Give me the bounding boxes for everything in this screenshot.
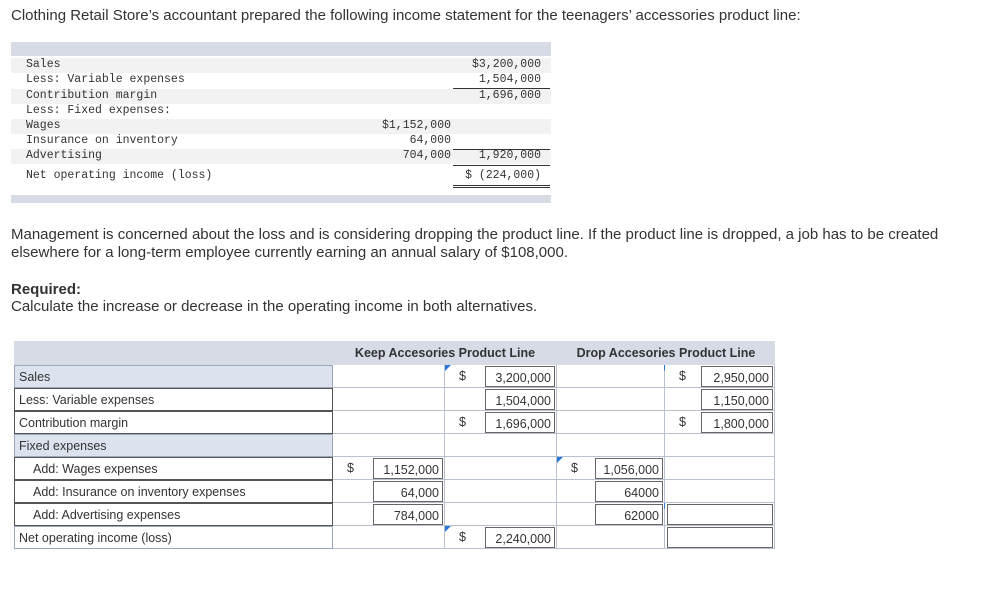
dollar-sign: $ xyxy=(459,415,466,429)
stmt-label-variable: Less: Variable expenses xyxy=(26,73,185,86)
keep-cm-value: 1,696,000 xyxy=(495,417,551,431)
stmt-label-insurance: Insurance on inventory xyxy=(26,134,178,147)
keep-col2-advertising xyxy=(445,503,557,526)
drop-col1-insurance xyxy=(557,480,665,503)
row-label-fixed: Fixed expenses xyxy=(14,434,333,457)
drop-wages-input[interactable] xyxy=(595,458,663,479)
stmt-row-cm xyxy=(11,89,551,104)
stmt-label-advertising: Advertising xyxy=(26,149,102,162)
drop-noi-input[interactable] xyxy=(667,527,773,548)
stmt-value-variable: 1,504,000 xyxy=(478,73,541,86)
dollar-sign: $ xyxy=(459,530,466,544)
keep-variable-input[interactable] xyxy=(485,389,555,410)
drop-sales-input[interactable] xyxy=(701,366,773,387)
drop-col2-noi xyxy=(665,526,775,549)
keep-noi-value: 2,240,000 xyxy=(495,532,551,546)
stmt-row-insurance xyxy=(11,134,551,149)
keep-sales-value: 3,200,000 xyxy=(495,371,551,385)
scenario-paragraph: Management is concerned about the loss and is considering dropping the product line. If the product line is dropped, a job has to be created elsewhere for a long-term employee currently earning an annual salary of $108,000. xyxy=(11,226,939,261)
drop-col2-fixed xyxy=(665,434,775,457)
keep-sales-input[interactable] xyxy=(485,366,555,387)
statement-top-bar xyxy=(11,42,551,56)
keep-col2-insurance xyxy=(445,480,557,503)
stmt-value-noi: $ (224,000) xyxy=(465,169,541,182)
drop-cm-value: 1,800,000 xyxy=(713,417,769,431)
cell-marker xyxy=(445,365,451,371)
keep-header: Keep Accesories Product Line xyxy=(333,341,557,365)
drop-fixed-total-input[interactable] xyxy=(667,504,773,525)
drop-col1-cm xyxy=(557,411,665,434)
stmt-row-sales xyxy=(11,58,551,73)
stmt-row-advertising xyxy=(11,149,551,164)
keep-col1-wages xyxy=(333,457,445,480)
keep-col1-noi xyxy=(333,526,445,549)
double-underline xyxy=(453,187,550,188)
required-text: Calculate the increase or decrease in the operating income in both alternatives. xyxy=(11,298,538,315)
dollar-sign: $ xyxy=(347,461,354,475)
keep-cm-input[interactable] xyxy=(485,412,555,433)
keep-noi-input[interactable] xyxy=(485,527,555,548)
keep-variable-value: 1,504,000 xyxy=(495,394,551,408)
keep-col1-variable xyxy=(333,388,445,411)
keep-advertising-input[interactable] xyxy=(373,504,443,525)
keep-col2-wages xyxy=(445,457,557,480)
keep-col1-cm xyxy=(333,411,445,434)
drop-cm-input[interactable] xyxy=(701,412,773,433)
required-heading: Required: xyxy=(11,281,82,298)
keep-insurance-input[interactable] xyxy=(373,481,443,502)
row-label-noi: Net operating income (loss) xyxy=(14,526,333,549)
stmt-label-fixed: Less: Fixed expenses: xyxy=(26,104,171,117)
drop-insurance-input[interactable] xyxy=(595,481,663,502)
stmt-value-fixed-total: 1,920,000 xyxy=(478,149,541,162)
stmt-label-wages: Wages xyxy=(26,119,61,132)
underline xyxy=(453,149,550,150)
keep-col1-insurance xyxy=(333,480,445,503)
stmt-value-cm: 1,696,000 xyxy=(478,89,541,102)
cell-marker xyxy=(445,526,451,532)
drop-col1-wages xyxy=(557,457,665,480)
keep-wages-input[interactable] xyxy=(373,458,443,479)
keep-col1-advertising xyxy=(333,503,445,526)
stmt-label-sales: Sales xyxy=(26,58,61,71)
keep-col2-noi xyxy=(445,526,557,549)
statement-bottom-bar xyxy=(11,195,551,203)
drop-advertising-value: 62000 xyxy=(624,509,659,523)
drop-col1-sales xyxy=(557,365,665,388)
drop-col1-noi xyxy=(557,526,665,549)
stmt-value-advertising: 704,000 xyxy=(402,149,451,162)
keep-col2-cm xyxy=(445,411,557,434)
stmt-row-variable xyxy=(11,73,551,88)
keep-col1-fixed xyxy=(333,434,445,457)
double-underline xyxy=(453,185,550,186)
drop-col1-advertising xyxy=(557,503,665,526)
stmt-row-noi xyxy=(11,169,551,184)
drop-col2-wages xyxy=(665,457,775,480)
dollar-sign: $ xyxy=(679,415,686,429)
keep-wages-value: 1,152,000 xyxy=(383,463,439,477)
keep-col2-fixed xyxy=(445,434,557,457)
drop-wages-value: 1,056,000 xyxy=(603,463,659,477)
drop-col1-variable xyxy=(557,388,665,411)
stmt-row-wages xyxy=(11,119,551,134)
drop-insurance-value: 64000 xyxy=(624,486,659,500)
keep-col2-sales xyxy=(445,365,557,388)
underline xyxy=(453,165,550,166)
drop-col2-variable xyxy=(665,388,775,411)
dollar-sign: $ xyxy=(679,369,686,383)
keep-advertising-value: 784,000 xyxy=(393,509,439,523)
keep-insurance-value: 64,000 xyxy=(400,486,439,500)
stmt-label-cm: Contribution margin xyxy=(26,89,158,102)
keep-col1-sales xyxy=(333,365,445,388)
row-label-insurance[interactable]: Add: Insurance on inventory expenses xyxy=(14,480,333,503)
stmt-row-fixed xyxy=(11,104,551,119)
drop-col2-cm xyxy=(665,411,775,434)
drop-variable-input[interactable] xyxy=(701,389,773,410)
stmt-value-wages: $1,152,000 xyxy=(381,119,451,132)
income-statement xyxy=(11,42,551,204)
drop-sales-value: 2,950,000 xyxy=(713,371,769,385)
table-header-blank xyxy=(14,341,333,365)
drop-col2-sales xyxy=(665,365,775,388)
drop-col2-insurance xyxy=(665,480,775,503)
cell-marker xyxy=(557,457,563,463)
keep-col2-variable xyxy=(445,388,557,411)
stmt-label-noi: Net operating income (loss) xyxy=(26,169,213,182)
drop-header: Drop Accesories Product Line xyxy=(557,341,775,365)
row-label-variable[interactable]: Less: Variable expenses xyxy=(14,388,333,411)
row-label-sales: Sales xyxy=(14,365,333,388)
row-label-wages[interactable]: Add: Wages expenses xyxy=(14,457,333,480)
row-label-cm[interactable]: Contribution margin xyxy=(14,411,333,434)
drop-variable-value: 1,150,000 xyxy=(713,394,769,408)
dollar-sign: $ xyxy=(571,461,578,475)
dollar-sign: $ xyxy=(459,369,466,383)
stmt-value-sales: $3,200,000 xyxy=(471,58,541,71)
stmt-value-insurance: 64,000 xyxy=(409,134,451,147)
drop-advertising-input[interactable] xyxy=(595,504,663,525)
drop-col2-advertising xyxy=(665,503,775,526)
row-label-advertising[interactable]: Add: Advertising expenses xyxy=(14,503,333,526)
drop-col1-fixed xyxy=(557,434,665,457)
intro-text: Clothing Retail Store’s accountant prepared the following income statement for the teenagers’ accessories product line: xyxy=(11,7,801,24)
